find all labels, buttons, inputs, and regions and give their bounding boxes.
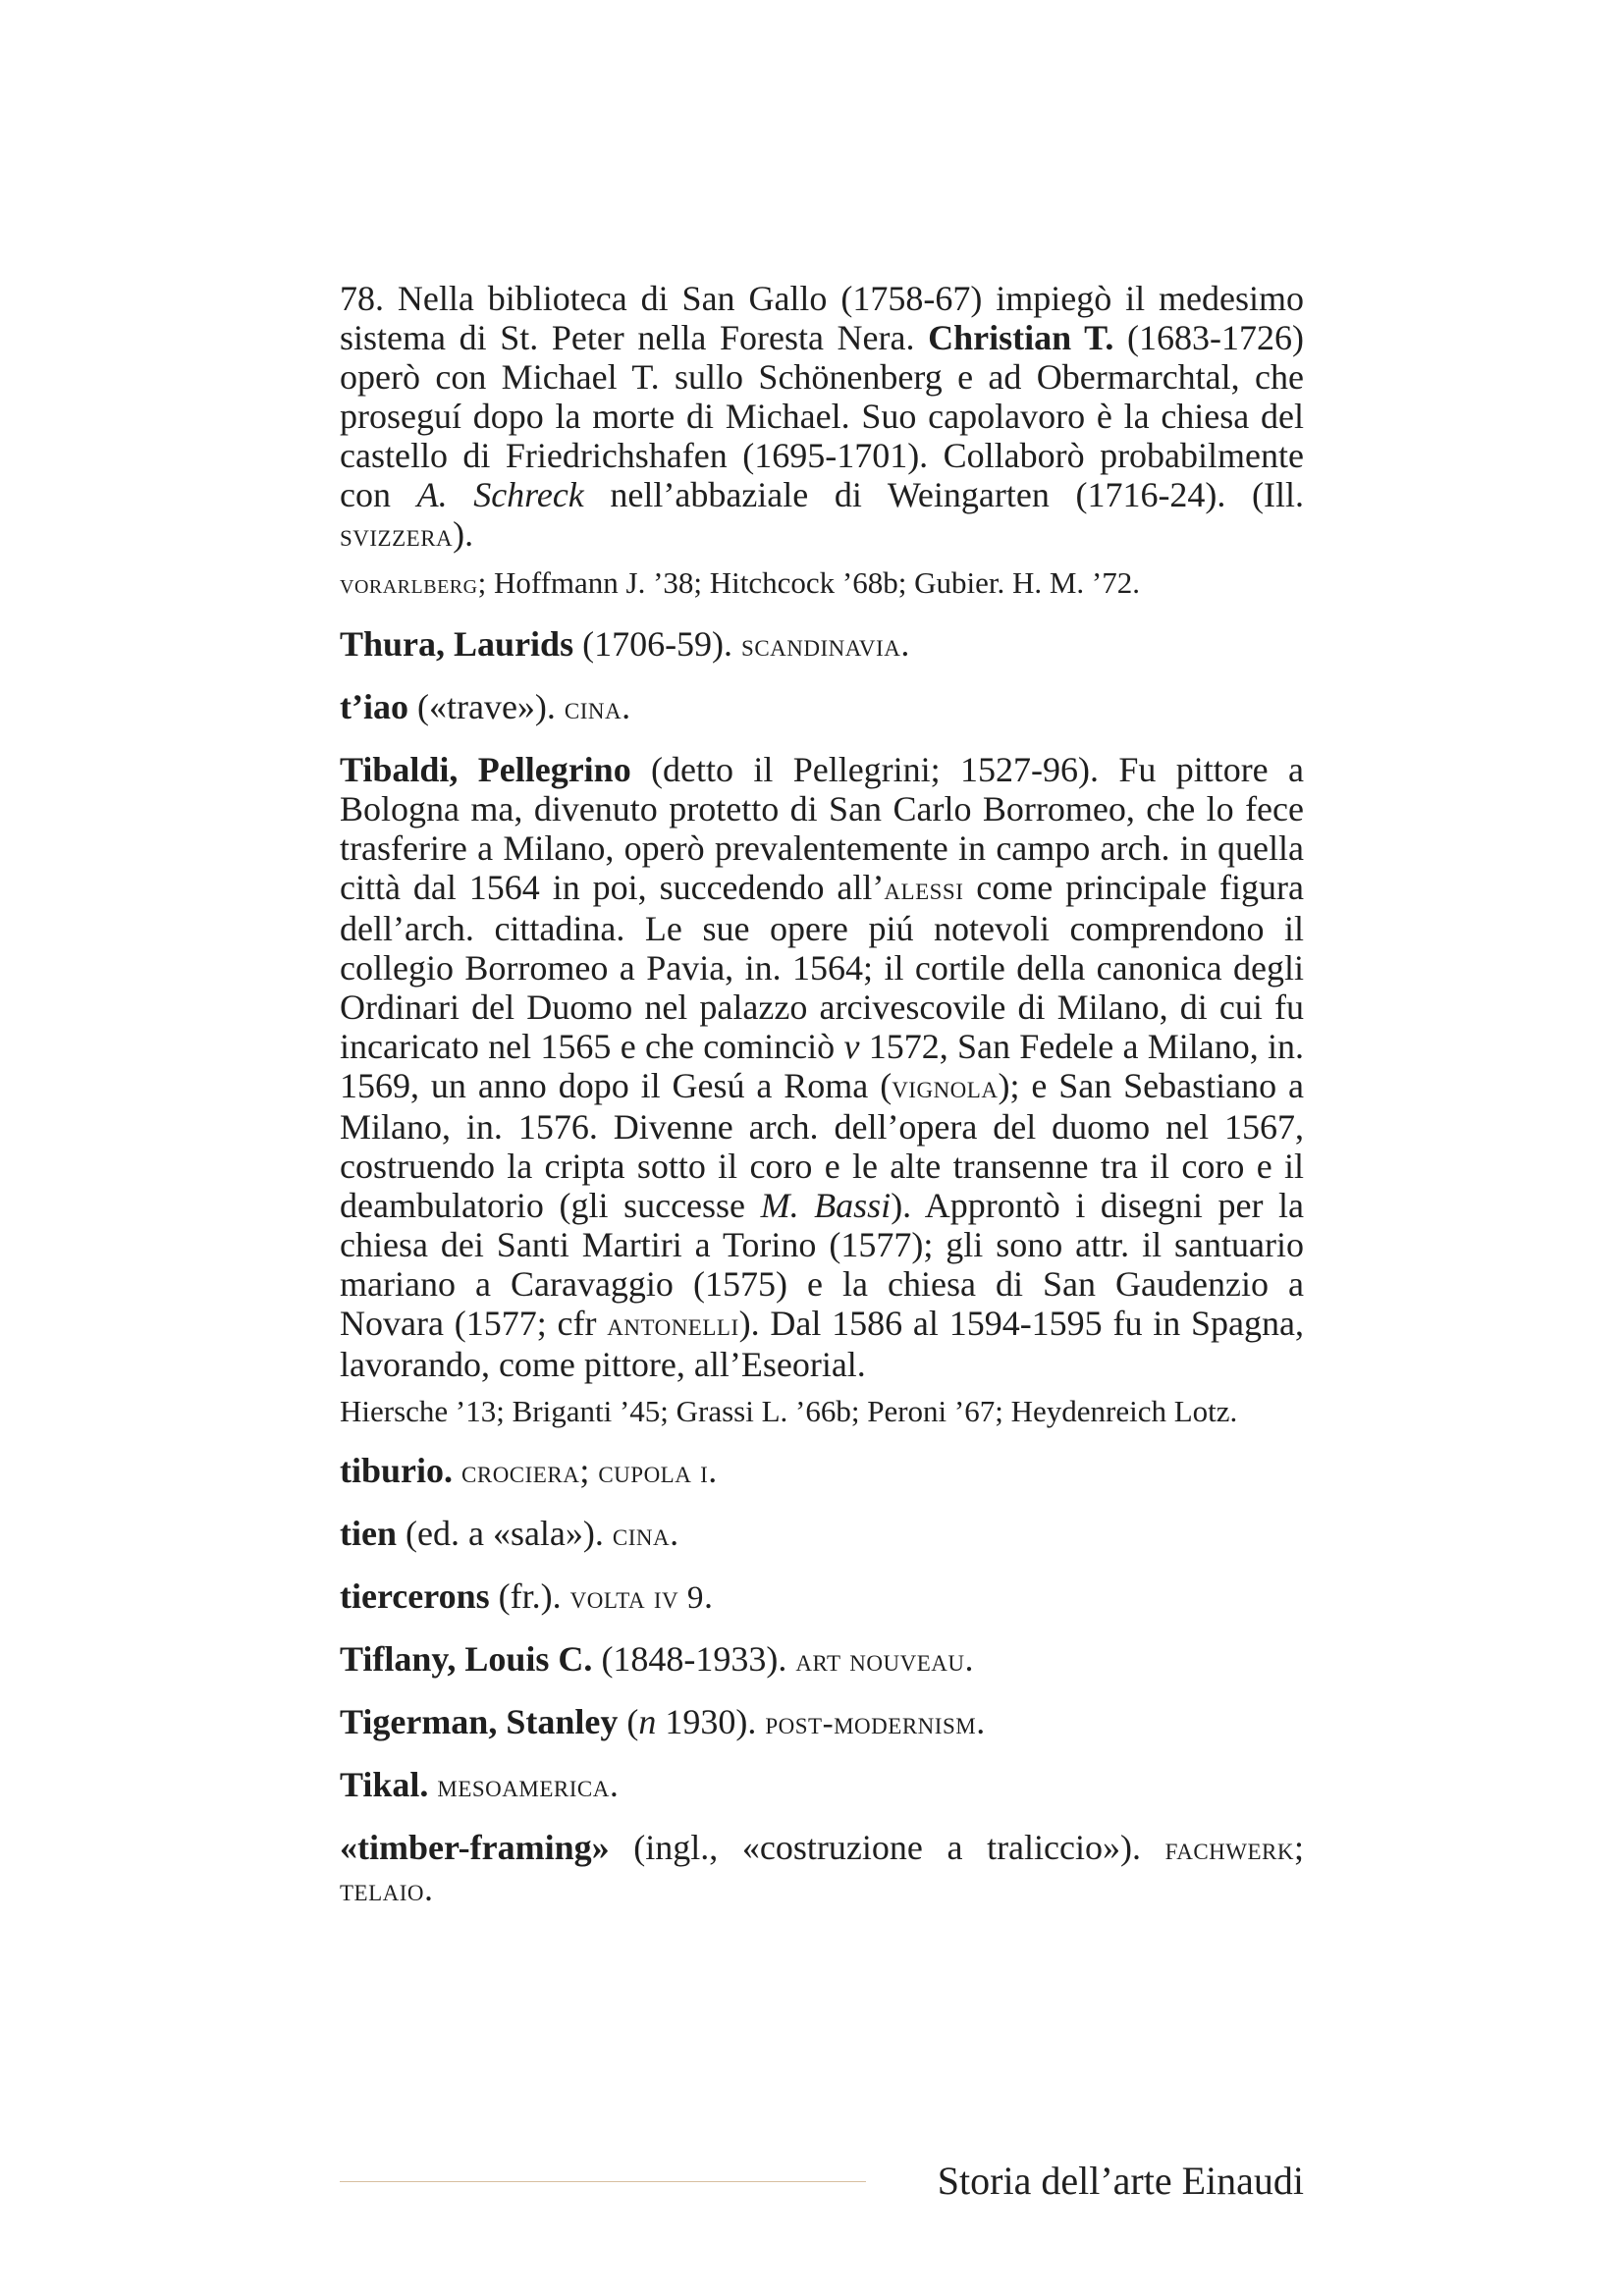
cross-reference[interactable]: vorarlberg: [340, 569, 478, 600]
entry-headword: Tikal.: [340, 1765, 429, 1804]
cross-reference[interactable]: mesoamerica: [437, 1768, 610, 1804]
entry-tiercerons: tiercerons (fr.). volta iv 9.: [340, 1576, 713, 1616]
bibliography: vorarlberg; Hoffmann J. ’38; Hitchcock ’68b; Gubier. H. M. ’72.: [340, 565, 1141, 600]
cross-reference[interactable]: alessi: [884, 871, 964, 907]
entry-tiao: t’iao («trave»). cina.: [340, 687, 631, 726]
entry-tien: tien (ed. a «sala»). cina.: [340, 1514, 679, 1553]
entry-headword: Tibaldi, Pellegrino: [340, 750, 631, 789]
entry-subheading: Christian T.: [928, 318, 1114, 357]
cross-reference[interactable]: cina: [564, 690, 622, 726]
entry-tiffany: Tiflany, Louis C. (1848-1933). art nouveau.: [340, 1639, 974, 1679]
entry-tiburio: tiburio. crociera; cupola i.: [340, 1451, 718, 1490]
page-footer: [340, 2160, 1304, 2203]
entry-tibaldi: Tibaldi, Pellegrino (detto il Pellegrini; 1527-96). Fu pittore a Bologna ma, divenuto protetto di San Carlo Borromeo, che lo fece trasferire a Milano, operò prevalentemente in campo arch. in quella città dal 1564 in poi, succedendo all’alessi come principale figura dell’arch. cittadina. Le sue opere piú notevoli comprendono il collegio Borromeo a Pavia, in. 1564; il cortile della canonica degli Ordinari del Duomo nel palazzo arcivescovile di Milano, di cui fu incaricato nel 1565 e che cominciò v 1572, San Fedele a Milano, in. 1569, un anno dopo il Gesú a Roma (vignola); e San Sebastiano a Milano, in. 1576. Divenne arch. dell’opera del duomo nel 1567, costruendo la cripta sotto il coro e le alte transenne tra il coro e il deambulatorio (gli successe M. Bassi). Approntò i disegni per la chiesa dei Santi Martiri a Torino (1577); gli sono attr. il santuario mariano a Caravaggio (1575) e la chiesa di San Gaudenzio a Novara (1577; cfr antonelli). Dal 1586 al 1594-1595 fu in Spagna, lavorando, come pittore, all’Eseorial.: [340, 750, 1305, 1384]
cross-reference[interactable]: cina: [612, 1517, 671, 1553]
cross-reference[interactable]: volta iv 9: [569, 1579, 704, 1616]
cross-reference[interactable]: vignola: [892, 1069, 999, 1105]
entry-headword: Tigerman, Stanley: [340, 1702, 619, 1741]
footer-rule: [340, 2181, 866, 2182]
publication-title: Storia dell’arte Einaudi: [937, 2159, 1304, 2203]
bibliography: Hiersche ’13; Briganti ’45; Grassi L. ’66b; Peroni ’67; Heydenreich Lotz.: [340, 1394, 1238, 1428]
entry-thura: Thura, Laurids (1706-59). scandinavia.: [340, 624, 910, 664]
entry-headword: «timber-framing»: [340, 1828, 610, 1867]
dictionary-text: [340, 279, 1304, 1910]
cross-reference[interactable]: svizzera: [340, 517, 454, 554]
entry-headword: tiercerons: [340, 1576, 490, 1616]
cross-reference[interactable]: fachwerk: [1164, 1831, 1294, 1867]
cross-reference[interactable]: art nouveau: [795, 1642, 965, 1679]
entry-headword: Thura, Laurids: [340, 624, 574, 664]
cross-reference[interactable]: post-modernism: [765, 1705, 977, 1741]
cross-reference[interactable]: cupola i: [598, 1454, 709, 1490]
cross-reference[interactable]: telaio: [340, 1872, 425, 1908]
cross-reference[interactable]: crociera: [461, 1454, 580, 1490]
entry-headword: t’iao: [340, 687, 408, 726]
entry-headword: tien: [340, 1514, 397, 1553]
cross-reference[interactable]: antonelli: [607, 1307, 739, 1343]
entry-tikal: Tikal. mesoamerica.: [340, 1765, 619, 1804]
entry-headword: Tiflany, Louis C.: [340, 1639, 593, 1679]
entry-tigerman: Tigerman, Stanley (n 1930). post-modernism.: [340, 1702, 986, 1741]
entry-headword: tiburio.: [340, 1451, 454, 1490]
entry-continuation: 78. Nella biblioteca di San Gallo (1758-67) impiegò il medesimo sistema di St. Peter nella Foresta Nera. Christian T. (1683-1726) operò con Michael T. sullo Schönenberg e ad Obermarchtal, che proseguí dopo la morte di Michael. Suo capolavoro è la chiesa del castello di Friedrichshafen (1695-1701). Collaborò probabilmente con A. Schreck nell’abbaziale di Weingarten (1716-24). (Ill. svizzera).: [340, 279, 1305, 554]
entry-timber-framing: «timber-framing» (ingl., «costruzione a traliccio»). fachwerk; telaio.: [340, 1828, 1304, 1908]
cross-reference[interactable]: scandinavia: [741, 627, 901, 664]
